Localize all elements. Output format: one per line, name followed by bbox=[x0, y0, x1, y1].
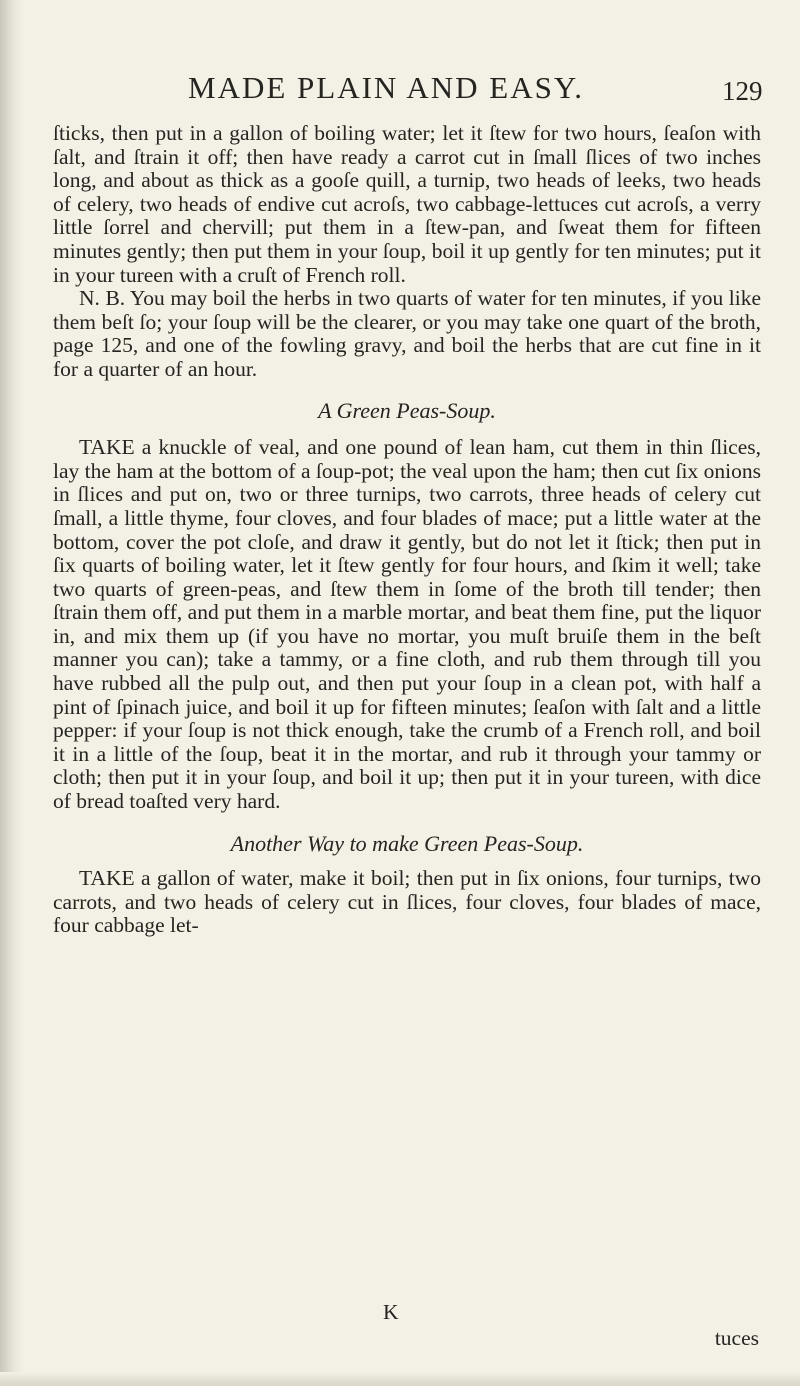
catchword: tuces bbox=[714, 1326, 759, 1350]
running-head bbox=[0, 70, 800, 110]
recipe-heading-alternate: Another Way to make Green Peas-Soup. bbox=[230, 830, 584, 856]
page-bottom-edge bbox=[0, 1372, 800, 1386]
paragraph-nota-bene: N. B. You may boil the herbs in two quarts of water for ten minutes, if you like them beſt ſo; your ſoup will be the clearer, or you may take one quart of the broth, page 125, and one of the fowling gravy, and boil the herbs that are cut fine in it for a quarter of an hour. bbox=[53, 286, 761, 381]
page-number: 129 bbox=[722, 76, 763, 106]
text-block bbox=[53, 122, 761, 938]
paragraph-recipe-alternate: TAKE a gallon of water, make it boil; then put in ſix onions, four turnips, two carrots, and two heads of celery cut in ſlices, four cloves, four blades of mace, four cabbage let- bbox=[53, 866, 761, 938]
recipe-heading: A Green Peas-Soup. bbox=[318, 397, 496, 423]
running-title: MADE PLAIN AND EASY. bbox=[188, 70, 584, 105]
paragraph-recipe: TAKE a knuckle of veal, and one pound of lean ham, cut them in thin ſlices, lay the ham at the bottom of a ſoup-pot; the veal upon the ham; then cut ſix onions in ſlices and put on, two or three turnips, two carrots, three heads of celery cut ſmall, a little thyme, four cloves, and four blades of mace; put a little water at the bottom, cover the pot cloſe, and draw it gently, but do not let it ſtick; then put in ſix quarts of boiling water, let it ſtew gently for four hours, and ſkim it well; take two quarts of green-peas, and ſtew them in ſome of the broth till tender; then ſtrain them off, and put them in a marble mortar, and beat them fine, put the liquor in, and mix them up (if you have no mortar, you muſt bruiſe them in the beſt manner you can); take a tammy, or a fine cloth, and rub them through till you have rubbed all the pulp out, and then put your ſoup in a clean pot, with half a pint of ſpinach juice, and boil it up for fifteen minutes; ſeaſon with ſalt and a little pepper: if your ſoup is not thick enough, take the crumb of a French roll, and boil it in a little of the ſoup, beat it in the mortar, and rub it through your tammy or cloth; then put it in your ſoup, and boil it up; then put it in your tureen, with dice of bread toaſted very hard. bbox=[53, 435, 761, 814]
page-footer bbox=[53, 1300, 761, 1350]
signature-mark: K bbox=[383, 1300, 399, 1324]
binding-shadow bbox=[0, 0, 24, 1386]
paragraph-continuation: ſticks, then put in a gallon of boiling water; let it ſtew for two hours, ſeaſon with ſalt, and ſtrain it off; then have ready a carrot cut in ſmall ſlices of two inches long, and about as thick as a gooſe quill, a turnip, two heads of leeks, two heads of celery, two heads of endive cut acroſs, two cabbage-lettuces cut acroſs, a verry little ſorrel and chervill; put them in a ſtew-pan, and ſweat them for fifteen minutes gently; then put them in your ſoup, boil it up gently for ten minutes; put it in your tureen with a cruſt of French roll. bbox=[53, 121, 761, 287]
